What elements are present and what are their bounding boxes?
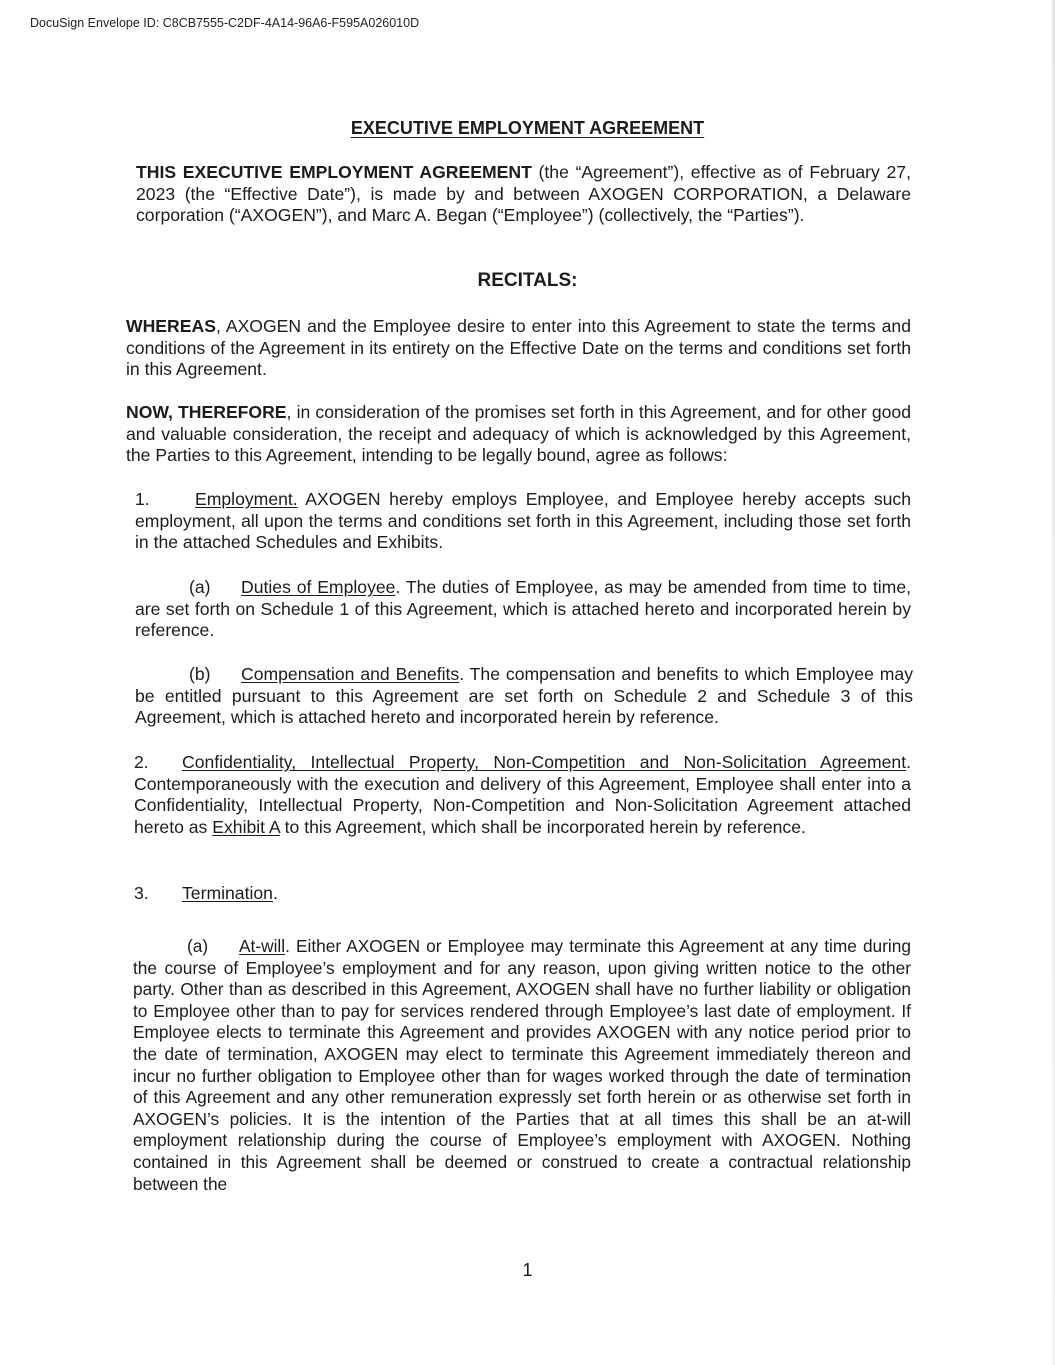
section-2-heading: Confidentiality, Intellectual Property, Non-Competition and Non-Solicitation Agreement — [182, 752, 907, 772]
section-1-text: AXOGEN hereby employs Employee, and Employee hereby accepts such employment, all upon the terms and conditions set forth in this Agreement, including those set forth in the attached Schedules and Exhibits. — [135, 489, 911, 553]
section-2-text-before: . Contemporaneously with the execution and delivery of this Agreement, Employee shall enter into a Confidentiality, Intellectual Property, Non-Competition and Non-Solicitation Agreement attached hereto as — [134, 752, 911, 838]
section-3-heading-line — [134, 883, 910, 905]
whereas-paragraph — [126, 316, 911, 381]
section-1-number: 1. — [135, 489, 150, 509]
whereas-text: , AXOGEN and the Employee desire to enter into this Agreement to state the terms and conditions of the Agreement in its entirety on the Effective Date on the terms and conditions set forth in this Agreement. — [126, 316, 911, 380]
section-3a-paragraph — [133, 936, 911, 1195]
docusign-envelope-id: DocuSign Envelope ID: C8CB7555-C2DF-4A14-96A6-F595A026010D — [30, 16, 420, 30]
section-1-heading: Employment. — [195, 489, 298, 509]
section-3-period: . — [272, 883, 278, 903]
section-3a-number: (a) — [187, 936, 209, 956]
section-1b-paragraph — [135, 664, 913, 729]
section-1a-heading: Duties of Employee — [241, 577, 396, 597]
section-3-heading: Termination — [182, 883, 273, 903]
intro-text: (the “Agreement”), effective as of February 27, 2023 (the “Effective Date”), is made by and between AXOGEN CORPORATION, a Delaware corporation (“AXOGEN”), and Marc A. Began (“Employee”) (collectively, the “Parties”). — [136, 162, 911, 226]
document-title: EXECUTIVE EMPLOYMENT AGREEMENT — [350, 118, 705, 138]
section-1a-text: . The duties of Employee, as may be amended from time to time, are set forth on Schedule 1 of this Agreement, which is attached hereto and incorporated herein by reference. — [135, 577, 911, 641]
section-2-paragraph — [134, 752, 911, 839]
section-1a-paragraph — [135, 577, 911, 642]
section-1b-number: (b) — [189, 664, 211, 684]
section-3a-text: . Either AXOGEN or Employee may terminate this Agreement at any time during the course of Employee’s employment and for any reason, upon giving written notice to the other party. Other than as described in this Agreement, AXOGEN shall have no further liability or obligation to Employee other than to pay for services rendered through Employee’s last date of employment. If Employee elects to terminate this Agreement and provides AXOGEN with any notice period prior to the date of termination, AXOGEN may elect to terminate this Agreement immediately thereon and incur no further obligation to Employee other than for wages worked through the date of termination of this Agreement and any other remuneration expressly set forth herein or as otherwise set forth in AXOGEN’s policies. It is the intention of the Parties that at all times this shall be an at-will employment relationship during the course of Employee’s employment with AXOGEN. Nothing contained in this Agreement shall be deemed or construed to create a contractual relationship between the — [133, 936, 911, 1194]
now-therefore-text: , in consideration of the promises set forth in this Agreement, and for other good and valuable consideration, the receipt and adequacy of which is acknowledged by this Agreement, the Parties to this Agreement, intending to be legally bound, agree as follows: — [126, 402, 911, 466]
section-1-paragraph — [135, 489, 911, 554]
section-3a-heading: At-will — [239, 936, 286, 956]
section-1b-heading: Compensation and Benefits — [241, 664, 460, 684]
exhibit-a-reference: Exhibit A — [212, 817, 280, 838]
section-1a-number: (a) — [189, 577, 211, 597]
now-therefore-bold-lead: NOW, THEREFORE — [126, 402, 287, 422]
section-3-number: 3. — [134, 883, 149, 903]
intro-paragraph — [136, 162, 911, 227]
recitals-heading: RECITALS: — [477, 270, 578, 291]
whereas-bold-lead: WHEREAS — [126, 316, 216, 336]
intro-bold-lead: THIS EXECUTIVE EMPLOYMENT AGREEMENT — [136, 162, 532, 182]
section-2-number: 2. — [134, 752, 149, 772]
section-1b-text: . The compensation and benefits to which Employee may be entitled pursuant to this Agreement are set forth on Schedule 2 and Schedule 3 of this Agreement, which is attached hereto and incorporated herein by reference. — [135, 664, 913, 728]
page-number: 1 — [522, 1260, 533, 1280]
now-therefore-paragraph — [126, 402, 911, 467]
section-2-text-after: to this Agreement, which shall be incorporated herein by reference. — [279, 817, 806, 838]
